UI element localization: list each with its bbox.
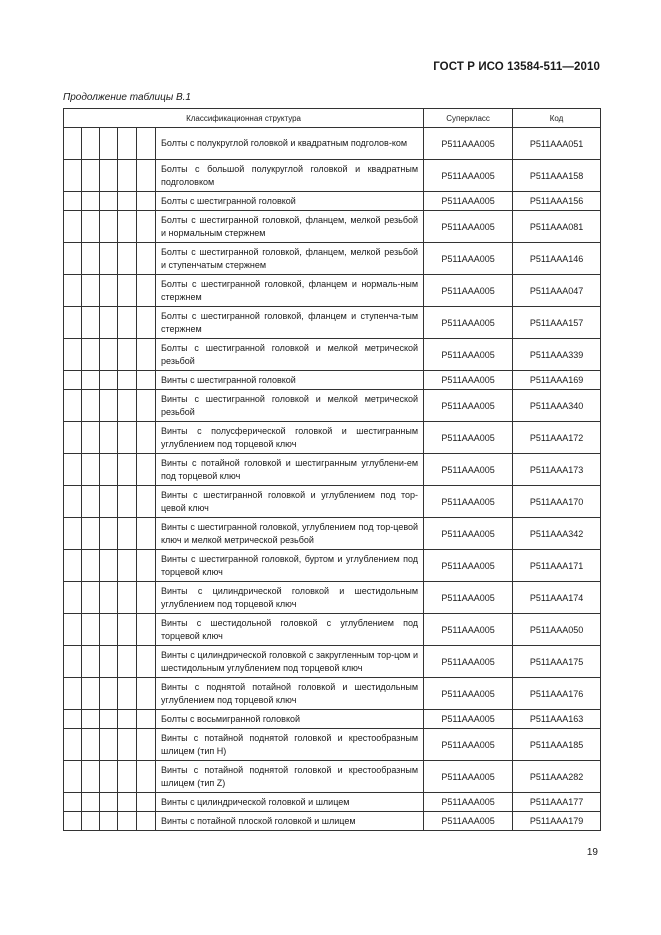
hierarchy-level-cell (137, 793, 156, 812)
hierarchy-level-cell (118, 454, 137, 486)
hierarchy-level-cell (64, 307, 82, 339)
hierarchy-level-cell (137, 371, 156, 390)
hierarchy-level-cell (100, 761, 118, 793)
hierarchy-level-cell (137, 160, 156, 192)
code-cell: P511AAA047 (513, 275, 601, 307)
hierarchy-level-cell (100, 729, 118, 761)
hierarchy-level-cell (100, 390, 118, 422)
hierarchy-level-cell (137, 390, 156, 422)
hierarchy-level-cell (137, 192, 156, 211)
hierarchy-level-cell (82, 128, 100, 160)
class-name-cell: Винты с цилиндрической головкой с закругленным тор-цом и шестидольным углублением под торцевой ключ (156, 646, 424, 678)
hierarchy-level-cell (100, 646, 118, 678)
code-cell: P511AAA175 (513, 646, 601, 678)
hierarchy-level-cell (100, 211, 118, 243)
table-row (64, 339, 601, 371)
hierarchy-level-cell (82, 678, 100, 710)
code-cell: P511AAA170 (513, 486, 601, 518)
class-name-cell: Винты с шестигранной головкой (156, 371, 424, 390)
hierarchy-level-cell (64, 486, 82, 518)
code-cell: P511AAA185 (513, 729, 601, 761)
hierarchy-level-cell (118, 486, 137, 518)
hierarchy-level-cell (118, 128, 137, 160)
hierarchy-level-cell (82, 339, 100, 371)
superclass-cell: P511AAA005 (424, 192, 513, 211)
hierarchy-level-cell (137, 211, 156, 243)
class-name-cell: Винты с шестигранной головкой, буртом и углублением под торцевой ключ (156, 550, 424, 582)
hierarchy-level-cell (137, 454, 156, 486)
hierarchy-level-cell (100, 454, 118, 486)
hierarchy-level-cell (82, 307, 100, 339)
class-name-cell: Винты с шестигранной головкой и углублением под тор-цевой ключ (156, 486, 424, 518)
code-cell: P511AAA157 (513, 307, 601, 339)
hierarchy-level-cell (64, 211, 82, 243)
superclass-cell: P511AAA005 (424, 646, 513, 678)
hierarchy-level-cell (118, 614, 137, 646)
hierarchy-level-cell (64, 518, 82, 550)
table-row (64, 729, 601, 761)
code-cell: P511AAA163 (513, 710, 601, 729)
hierarchy-level-cell (100, 128, 118, 160)
hierarchy-level-cell (64, 729, 82, 761)
hierarchy-level-cell (100, 307, 118, 339)
hierarchy-level-cell (118, 243, 137, 275)
hierarchy-level-cell (82, 710, 100, 729)
hierarchy-level-cell (82, 614, 100, 646)
superclass-cell: P511AAA005 (424, 550, 513, 582)
superclass-cell: P511AAA005 (424, 729, 513, 761)
hierarchy-level-cell (82, 390, 100, 422)
class-name-cell: Болты с шестигранной головкой (156, 192, 424, 211)
hierarchy-level-cell (82, 793, 100, 812)
hierarchy-level-cell (100, 518, 118, 550)
hierarchy-level-cell (118, 678, 137, 710)
table-row (64, 550, 601, 582)
class-name-cell: Винты с шестигранной головкой, углублением под тор-цевой ключ и мелкой метрической резьбой (156, 518, 424, 550)
hierarchy-level-cell (100, 339, 118, 371)
class-name-cell: Винты с потайной головкой и шестигранным углублени-ем под торцевой ключ (156, 454, 424, 486)
code-cell: P511AAA050 (513, 614, 601, 646)
hierarchy-level-cell (64, 454, 82, 486)
table-row (64, 710, 601, 729)
table-row (64, 646, 601, 678)
table-row (64, 422, 601, 454)
table-row (64, 761, 601, 793)
code-cell: P511AAA342 (513, 518, 601, 550)
class-name-cell: Болты с полукруглой головкой и квадратным подголов-ком (156, 128, 424, 160)
hierarchy-level-cell (100, 486, 118, 518)
hierarchy-level-cell (82, 486, 100, 518)
superclass-cell: P511AAA005 (424, 275, 513, 307)
table-row (64, 582, 601, 614)
class-name-cell: Болты с шестигранной головкой, фланцем, мелкой резьбой и нормальным стержнем (156, 211, 424, 243)
hierarchy-level-cell (64, 761, 82, 793)
hierarchy-level-cell (137, 710, 156, 729)
table-row (64, 371, 601, 390)
hierarchy-level-cell (137, 729, 156, 761)
table-row (64, 160, 601, 192)
class-name-cell: Болты с восьмигранной головкой (156, 710, 424, 729)
class-name-cell: Винты с полусферической головкой и шестигранным углублением под торцевой ключ (156, 422, 424, 454)
hierarchy-level-cell (82, 761, 100, 793)
hierarchy-level-cell (100, 243, 118, 275)
code-cell: P511AAA339 (513, 339, 601, 371)
hierarchy-level-cell (64, 614, 82, 646)
hierarchy-level-cell (137, 486, 156, 518)
hierarchy-level-cell (118, 211, 137, 243)
hierarchy-level-cell (64, 793, 82, 812)
hierarchy-level-cell (118, 422, 137, 454)
superclass-cell: P511AAA005 (424, 243, 513, 275)
hierarchy-level-cell (118, 761, 137, 793)
hierarchy-level-cell (64, 371, 82, 390)
class-name-cell: Болты с шестигранной головкой, фланцем и нормаль-ным стержнем (156, 275, 424, 307)
hierarchy-level-cell (82, 422, 100, 454)
table-row (64, 454, 601, 486)
hierarchy-level-cell (82, 275, 100, 307)
hierarchy-level-cell (100, 275, 118, 307)
superclass-cell: P511AAA005 (424, 339, 513, 371)
hierarchy-level-cell (137, 128, 156, 160)
hierarchy-level-cell (82, 550, 100, 582)
hierarchy-level-cell (118, 518, 137, 550)
hierarchy-level-cell (64, 275, 82, 307)
hierarchy-level-cell (82, 192, 100, 211)
code-cell: P511AAA174 (513, 582, 601, 614)
hierarchy-level-cell (137, 339, 156, 371)
hierarchy-level-cell (64, 192, 82, 211)
class-name-cell: Винты с шестидольной головкой с углублением под торцевой ключ (156, 614, 424, 646)
class-name-cell: Болты с шестигранной головкой, фланцем и ступенча-тым стержнем (156, 307, 424, 339)
hierarchy-level-cell (64, 160, 82, 192)
superclass-cell: P511AAA005 (424, 793, 513, 812)
hierarchy-level-cell (137, 275, 156, 307)
hierarchy-level-cell (64, 128, 82, 160)
hierarchy-level-cell (118, 812, 137, 831)
hierarchy-level-cell (100, 793, 118, 812)
code-cell: P511AAA177 (513, 793, 601, 812)
code-cell: P511AAA173 (513, 454, 601, 486)
code-cell: P511AAA169 (513, 371, 601, 390)
hierarchy-level-cell (64, 710, 82, 729)
hierarchy-level-cell (100, 710, 118, 729)
hierarchy-level-cell (118, 710, 137, 729)
superclass-cell: P511AAA005 (424, 486, 513, 518)
hierarchy-level-cell (118, 339, 137, 371)
document-code-header: ГОСТ Р ИСО 13584-511—2010 (433, 61, 600, 73)
hierarchy-level-cell (100, 422, 118, 454)
header-classification-structure: Классификационная структура (64, 109, 424, 128)
code-cell: P511AAA158 (513, 160, 601, 192)
classification-table (63, 108, 601, 831)
code-cell: P511AAA282 (513, 761, 601, 793)
hierarchy-level-cell (118, 793, 137, 812)
class-name-cell: Винты с поднятой потайной головкой и шестидольным углублением под торцевой ключ (156, 678, 424, 710)
hierarchy-level-cell (137, 243, 156, 275)
hierarchy-level-cell (137, 307, 156, 339)
table-row (64, 486, 601, 518)
code-cell: P511AAA172 (513, 422, 601, 454)
hierarchy-level-cell (82, 582, 100, 614)
class-name-cell: Винты с цилиндрической головкой и шестидольным углублением под торцевой ключ (156, 582, 424, 614)
class-name-cell: Болты с шестигранной головкой, фланцем, мелкой резьбой и ступенчатым стержнем (156, 243, 424, 275)
hierarchy-level-cell (82, 454, 100, 486)
class-name-cell: Винты с потайной плоской головкой и шлицем (156, 812, 424, 831)
hierarchy-level-cell (64, 646, 82, 678)
class-name-cell: Болты с большой полукруглой головкой и квадратным подголовком (156, 160, 424, 192)
code-cell: P511AAA146 (513, 243, 601, 275)
code-cell: P511AAA340 (513, 390, 601, 422)
table-row (64, 211, 601, 243)
code-cell: P511AAA051 (513, 128, 601, 160)
hierarchy-level-cell (100, 582, 118, 614)
hierarchy-level-cell (118, 307, 137, 339)
code-cell: P511AAA156 (513, 192, 601, 211)
hierarchy-level-cell (118, 729, 137, 761)
superclass-cell: P511AAA005 (424, 812, 513, 831)
hierarchy-level-cell (64, 582, 82, 614)
hierarchy-level-cell (100, 678, 118, 710)
superclass-cell: P511AAA005 (424, 614, 513, 646)
hierarchy-level-cell (100, 192, 118, 211)
hierarchy-level-cell (100, 812, 118, 831)
superclass-cell: P511AAA005 (424, 454, 513, 486)
hierarchy-level-cell (100, 614, 118, 646)
hierarchy-level-cell (137, 614, 156, 646)
hierarchy-level-cell (82, 646, 100, 678)
superclass-cell: P511AAA005 (424, 160, 513, 192)
hierarchy-level-cell (82, 729, 100, 761)
hierarchy-level-cell (137, 550, 156, 582)
table-row (64, 307, 601, 339)
class-name-cell: Болты с шестигранной головкой и мелкой метрической резьбой (156, 339, 424, 371)
table-row (64, 275, 601, 307)
superclass-cell: P511AAA005 (424, 211, 513, 243)
class-name-cell: Винты с потайной поднятой головкой и крестообразным шлицем (тип Z) (156, 761, 424, 793)
code-cell: P511AAA171 (513, 550, 601, 582)
hierarchy-level-cell (118, 192, 137, 211)
hierarchy-level-cell (82, 160, 100, 192)
hierarchy-level-cell (82, 812, 100, 831)
table-header-row (64, 109, 601, 128)
table-row (64, 128, 601, 160)
hierarchy-level-cell (137, 678, 156, 710)
hierarchy-level-cell (64, 422, 82, 454)
code-cell: P511AAA179 (513, 812, 601, 831)
page-number: 19 (586, 847, 598, 858)
hierarchy-level-cell (118, 160, 137, 192)
hierarchy-level-cell (137, 812, 156, 831)
hierarchy-level-cell (82, 211, 100, 243)
superclass-cell: P511AAA005 (424, 390, 513, 422)
superclass-cell: P511AAA005 (424, 307, 513, 339)
class-name-cell: Винты с шестигранной головкой и мелкой метрической резьбой (156, 390, 424, 422)
hierarchy-level-cell (100, 160, 118, 192)
hierarchy-level-cell (137, 761, 156, 793)
table-body (64, 128, 601, 831)
hierarchy-level-cell (64, 243, 82, 275)
table-row (64, 678, 601, 710)
table-row (64, 390, 601, 422)
hierarchy-level-cell (100, 371, 118, 390)
superclass-cell: P511AAA005 (424, 422, 513, 454)
hierarchy-level-cell (118, 582, 137, 614)
hierarchy-level-cell (118, 550, 137, 582)
hierarchy-level-cell (100, 550, 118, 582)
superclass-cell: P511AAA005 (424, 371, 513, 390)
hierarchy-level-cell (64, 678, 82, 710)
code-cell: P511AAA176 (513, 678, 601, 710)
hierarchy-level-cell (137, 422, 156, 454)
table-caption: Продолжение таблицы В.1 (63, 92, 191, 103)
table-row (64, 614, 601, 646)
hierarchy-level-cell (137, 518, 156, 550)
header-code: Код (513, 109, 601, 128)
hierarchy-level-cell (137, 582, 156, 614)
superclass-cell: P511AAA005 (424, 128, 513, 160)
table-row (64, 243, 601, 275)
hierarchy-level-cell (82, 243, 100, 275)
superclass-cell: P511AAA005 (424, 710, 513, 729)
code-cell: P511AAA081 (513, 211, 601, 243)
hierarchy-level-cell (118, 275, 137, 307)
superclass-cell: P511AAA005 (424, 518, 513, 550)
hierarchy-level-cell (64, 339, 82, 371)
table-row (64, 793, 601, 812)
table-row (64, 192, 601, 211)
hierarchy-level-cell (118, 646, 137, 678)
class-name-cell: Винты с цилиндрической головкой и шлицем (156, 793, 424, 812)
hierarchy-level-cell (118, 371, 137, 390)
table-row (64, 812, 601, 831)
hierarchy-level-cell (82, 371, 100, 390)
hierarchy-level-cell (64, 550, 82, 582)
table-row (64, 518, 601, 550)
superclass-cell: P511AAA005 (424, 678, 513, 710)
hierarchy-level-cell (64, 390, 82, 422)
class-name-cell: Винты с потайной поднятой головкой и крестообразным шлицем (тип H) (156, 729, 424, 761)
header-superclass: Суперкласс (424, 109, 513, 128)
hierarchy-level-cell (64, 812, 82, 831)
superclass-cell: P511AAA005 (424, 761, 513, 793)
hierarchy-level-cell (82, 518, 100, 550)
superclass-cell: P511AAA005 (424, 582, 513, 614)
hierarchy-level-cell (118, 390, 137, 422)
hierarchy-level-cell (137, 646, 156, 678)
